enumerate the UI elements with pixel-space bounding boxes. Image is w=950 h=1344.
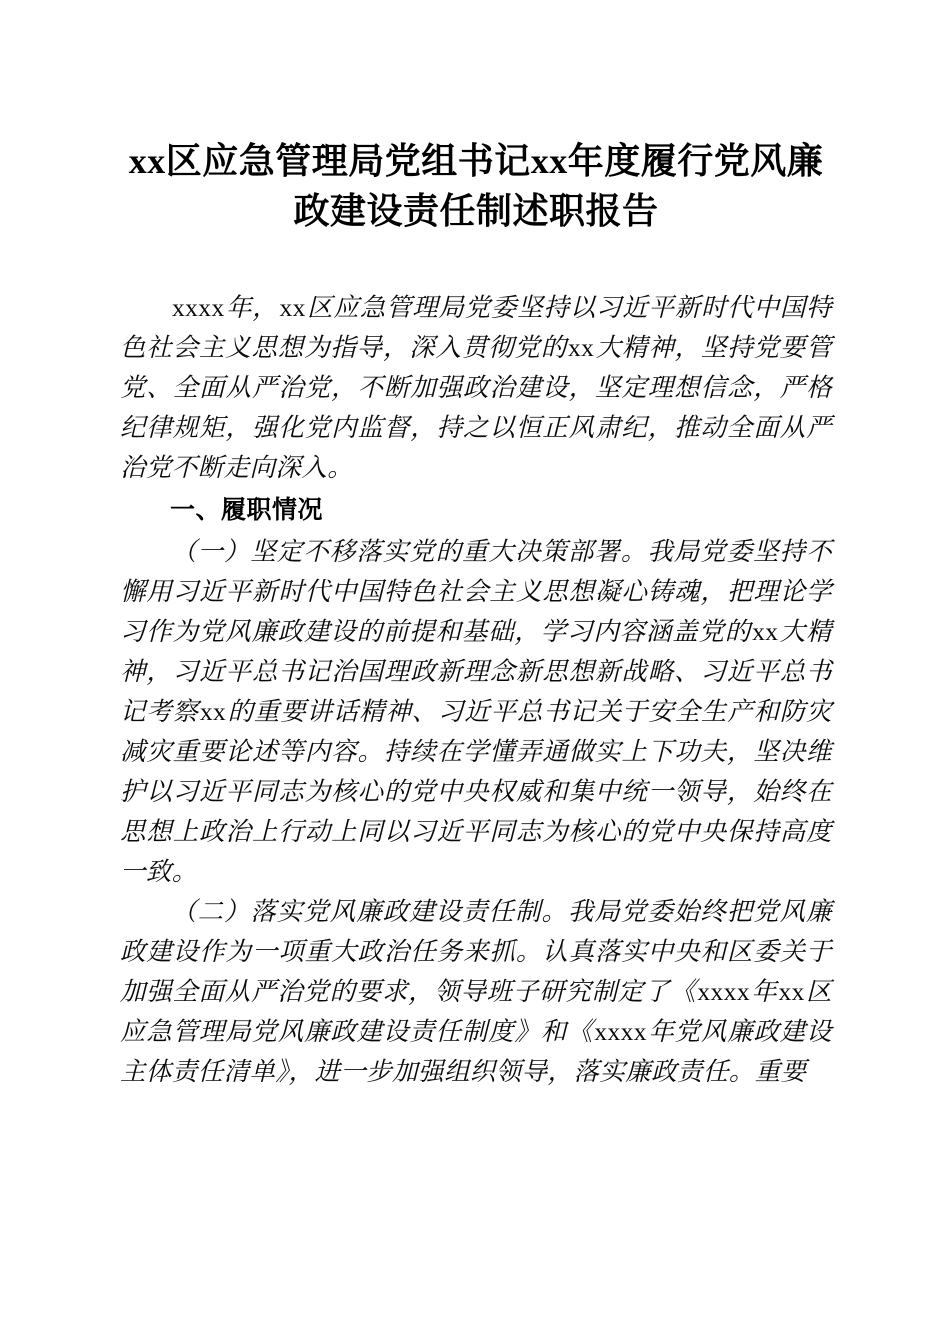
document-title: xx区应急管理局党组书记xx年度履行党风廉政建设责任制述职报告 xyxy=(128,141,824,231)
document-body xyxy=(120,0,832,1092)
section-heading-one: 一、履职情况 xyxy=(170,496,324,524)
opening-paragraph: xxxx年，xx区应急管理局党委坚持以习近平新时代中国特色社会主义思想为指导，深入贯彻党的xx大精神，坚持党要管党、全面从严治党，不断加强政治建设，坚定理想信念，严格纪律规矩，强化党内监督，持之以恒正风肃纪，推动全面从严治党不断走向深入。 xyxy=(120,293,832,482)
paragraph-item-one: （一）坚定不移落实党的重大决策部署。我局党委坚持不懈用习近平新时代中国特色社会主义思想凝心铸魂，把理论学习作为党风廉政建设的前提和基础，学习内容涵盖党的xx大精神，习近平总书记治国理政新理念新思想新战略、习近平总书记考察xx的重要讲话精神、习近平总书记关于安全生产和防灾减灾重要论述等内容。持续在学懂弄通做实上下功夫，坚决维护以习近平同志为核心的党中央权威和集中统一领导，始终在思想上政治上行动上同以习近平同志为核心的党中央保持高度一致。 xyxy=(120,537,832,886)
paragraph-item-two: （二）落实党风廉政建设责任制。我局党委始终把党风廉政建设作为一项重大政治任务来抓。认真落实中央和区委关于加强全面从严治党的要求，领导班子研究制定了《xxxx年xx区应急管理局党风廉政建设责任制度》和《xxxx年党风廉政建设主体责任清单》，进一步加强组织领导，落实廉政责任。重要 xyxy=(120,897,832,1086)
